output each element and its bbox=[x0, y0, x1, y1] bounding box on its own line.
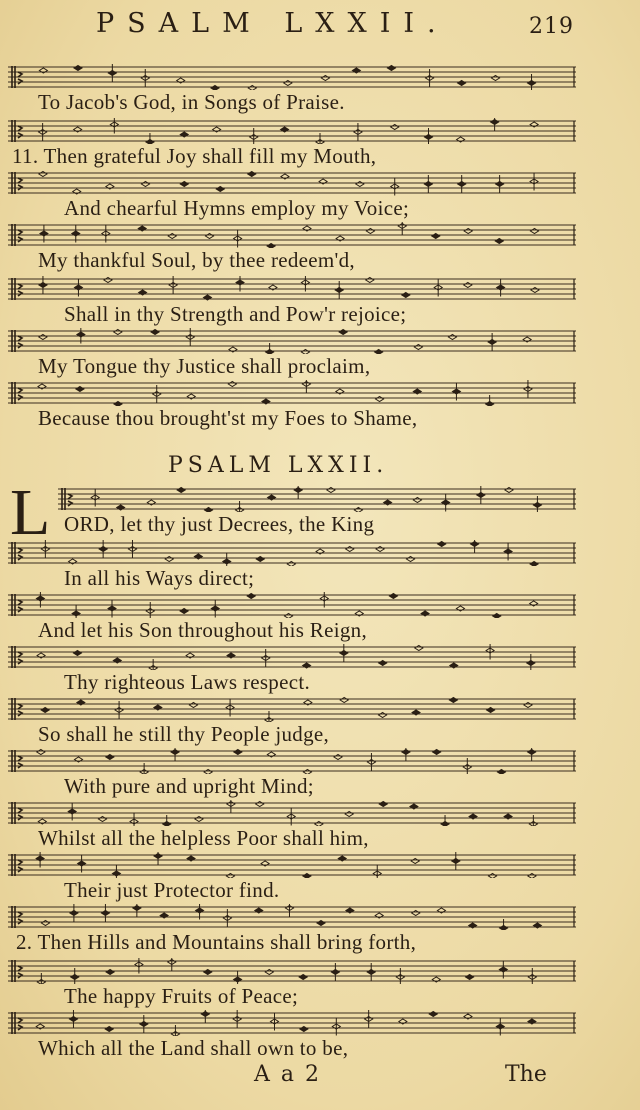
music-staff bbox=[8, 118, 576, 144]
music-staff bbox=[8, 800, 576, 826]
music-staff bbox=[8, 540, 576, 566]
page-number: 219 bbox=[529, 14, 574, 39]
lyric-line: Whilst all the helpless Poor shall him, bbox=[38, 826, 369, 850]
lyric-line: Shall in thy Strength and Pow'r rejoice; bbox=[64, 302, 407, 326]
catchword: The bbox=[505, 1062, 547, 1087]
music-staff bbox=[8, 1010, 576, 1036]
lyric-line: Which all the Land shall own to be, bbox=[38, 1036, 349, 1060]
music-staff bbox=[8, 328, 576, 354]
music-staff bbox=[8, 958, 576, 984]
lyric-line: Their just Protector find. bbox=[64, 878, 280, 902]
lyric-line: My thankful Soul, by thee redeem'd, bbox=[38, 248, 355, 272]
music-staff bbox=[8, 170, 576, 196]
music-staff bbox=[8, 748, 576, 774]
signature-mark: A a 2 bbox=[254, 1062, 321, 1087]
lyric-line: So shall he still thy People judge, bbox=[38, 722, 330, 746]
music-staff bbox=[8, 222, 576, 248]
music-staff bbox=[8, 644, 576, 670]
music-staff bbox=[8, 592, 576, 618]
music-staff bbox=[8, 852, 576, 878]
music-staff bbox=[8, 904, 576, 930]
lyric-line: The happy Fruits of Peace; bbox=[64, 984, 299, 1008]
lyric-line: 2. Then Hills and Mountains shall bring forth, bbox=[16, 930, 417, 954]
lyric-line: Because thou brought'st my Foes to Shame, bbox=[38, 406, 418, 430]
lyric-line: In all his Ways direct; bbox=[64, 566, 255, 590]
lyric-line: To Jacob's God, in Songs of Praise. bbox=[38, 90, 345, 114]
lyric-line: 11. Then grateful Joy shall fill my Mouth, bbox=[12, 144, 377, 168]
lyric-line: Thy righteous Laws respect. bbox=[64, 670, 311, 694]
music-staff bbox=[8, 64, 576, 90]
section-title: PSALM LXXII. bbox=[168, 453, 389, 478]
music-staff bbox=[58, 486, 576, 512]
lyric-line: And let his Son throughout his Reign, bbox=[38, 618, 368, 642]
music-staff bbox=[8, 380, 576, 406]
lyric-line: With pure and upright Mind; bbox=[64, 774, 314, 798]
drop-capital: L bbox=[10, 476, 51, 549]
running-header: PSALM LXXII. bbox=[96, 8, 449, 39]
lyric-line: ORD, let thy just Decrees, the King bbox=[64, 512, 375, 536]
lyric-line: And chearful Hymns employ my Voice; bbox=[64, 196, 410, 220]
music-staff bbox=[8, 696, 576, 722]
music-staff bbox=[8, 276, 576, 302]
lyric-line: My Tongue thy Justice shall proclaim, bbox=[38, 354, 371, 378]
